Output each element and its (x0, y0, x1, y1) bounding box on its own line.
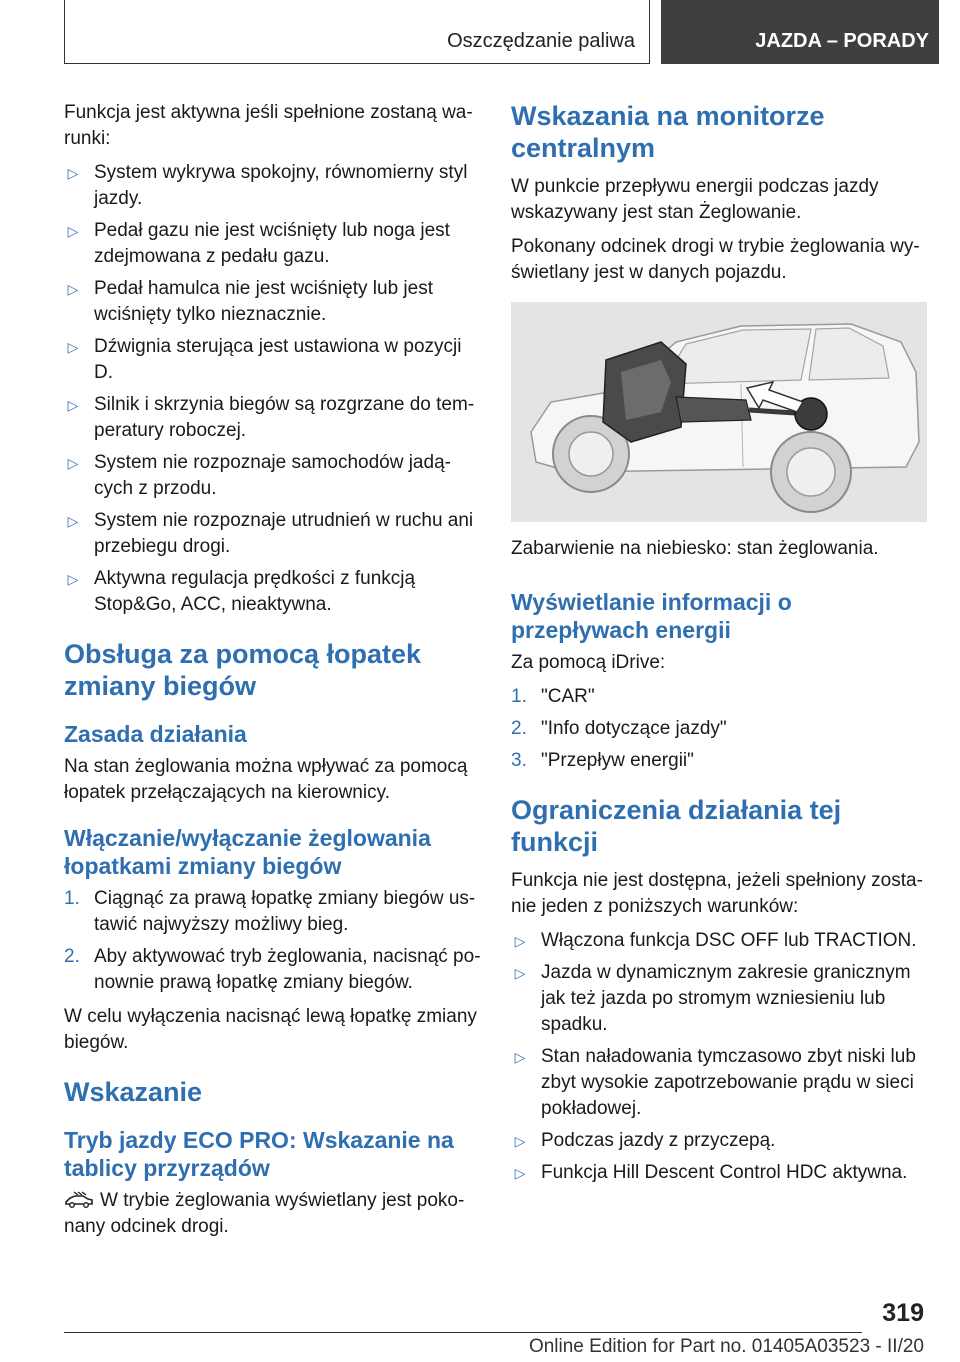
menu-step (511, 716, 929, 742)
page-number: 319 (882, 1299, 924, 1327)
bullet-text: System nie rozpoznaje utrudnień w ruchu ani przebiegu drogi. (94, 510, 474, 557)
bullet-text: Dźwignia sterująca jest ustawiona w pozycji D. (94, 336, 462, 383)
bullet-item (64, 508, 482, 560)
bullet-text: Funkcja Hill Descent Control HDC aktywna. (541, 1162, 908, 1183)
bullet-item (64, 450, 482, 502)
bullet-text: Stan naładowania tymczasowo zbyt niski lub zbyt wysokie zapotrzebowanie prądu w sieci pokładowej. (541, 1046, 916, 1119)
bullet-triangle-icon: ▷ (514, 1165, 526, 1181)
idrive-steps (511, 684, 929, 774)
bullet-triangle-icon: ▷ (514, 1133, 526, 1149)
heading-energy-flow: Wyświetlanie informacji o przepływach energii (511, 589, 792, 643)
step-number: 1. (511, 686, 527, 707)
bullet-triangle-icon: ▷ (514, 1049, 526, 1065)
bullet-triangle-icon: ▷ (67, 397, 79, 413)
bullet-text: Jazda w dynamicznym zakresie granicznym jak też jazda po stromym wzniesieniu lub spadku. (541, 962, 911, 1035)
step-text: Ciągnąć za prawą łopatkę zmiany biegów us-tawić najwyższy możliwy bieg. (94, 888, 476, 935)
eco-text: W trybie żeglowania wyświetlany jest poko-nany odcinek drogi. (64, 1190, 465, 1237)
heading-limits: Ograniczenia działania tej funkcji (511, 795, 842, 857)
heading-onoff: Włączanie/wyłączanie żeglowania łopatkami zmiany biegów (64, 825, 431, 879)
step-number: 2. (64, 946, 80, 967)
heading-paddles: Obsługa za pomocą łopatek zmiany biegów (64, 639, 422, 701)
bullet-triangle-icon: ▷ (67, 223, 79, 239)
step-text: "Przepływ energii" (541, 750, 694, 771)
conditions-intro: Funkcja jest aktywna jeśli spełnione zostaną wa-runki: (64, 102, 473, 149)
bullet-triangle-icon: ▷ (67, 455, 79, 471)
footer-divider (64, 1332, 862, 1333)
eco-text-paragraph (64, 1188, 482, 1240)
step-text: "CAR" (541, 686, 595, 707)
bullet-text: Włączona funkcja DSC OFF lub TRACTION. (541, 930, 917, 951)
bullet-text: System wykrywa spokojny, równomierny styl jazdy. (94, 162, 468, 209)
chapter-tab: JAZDA – PORADY (661, 0, 939, 64)
off-text: W celu wyłączenia nacisnąć lewą łopatkę zmiany biegów. (64, 1006, 477, 1053)
bullet-text: System nie rozpoznaje samochodów jadą-cych z przodu. (94, 452, 451, 499)
right-column (511, 100, 929, 1194)
bullet-triangle-icon: ▷ (514, 965, 526, 981)
step-item (64, 886, 482, 938)
bullet-item (64, 160, 482, 212)
bullet-item (511, 1160, 929, 1186)
bullet-text: Silnik i skrzynia biegów są rozgrzane do tem-peratury roboczej. (94, 394, 475, 441)
heading-central-monitor: Wskazania na monitorze centralnym (511, 101, 825, 163)
central-text-2: Pokonany odcinek drogi w trybie żeglowania wy-świetlany jest w danych pojazdu. (511, 236, 920, 283)
limits-list (511, 928, 929, 1186)
energy-intro: Za pomocą iDrive: (511, 652, 666, 673)
heading-display: Wskazanie (64, 1077, 203, 1107)
bullet-text: Pedał hamulca nie jest wciśnięty lub jest wciśnięty tylko nieznacznie. (94, 278, 434, 325)
bullet-item (64, 276, 482, 328)
vehicle-drivetrain-illustration (511, 302, 927, 522)
step-number: 3. (511, 750, 527, 771)
bullet-item (64, 566, 482, 618)
left-column (64, 100, 482, 1248)
bullet-item (511, 928, 929, 954)
limits-intro: Funkcja nie jest dostępna, jeżeli spełniony zosta-nie jeden z poniższych warunków: (511, 870, 923, 917)
bullet-text: Podczas jazdy z przyczepą. (541, 1130, 776, 1151)
bullet-triangle-icon: ▷ (67, 513, 79, 529)
section-title: Oszczędzanie paliwa (447, 30, 635, 52)
bullet-item (64, 218, 482, 270)
principle-text: Na stan żeglowania można wpływać za pomocą łopatek przełączających na kierownicy. (64, 756, 468, 803)
bullet-triangle-icon: ▷ (67, 339, 79, 355)
sailing-car-icon (64, 1189, 94, 1209)
bullet-item (64, 392, 482, 444)
bullet-triangle-icon: ▷ (67, 571, 79, 587)
step-number: 2. (511, 718, 527, 739)
figure-caption: Zabarwienie na niebiesko: stan żeglowania. (511, 538, 879, 559)
menu-step (511, 684, 929, 710)
bullet-item (64, 334, 482, 386)
step-number: 1. (64, 888, 80, 909)
bullet-item (511, 960, 929, 1038)
menu-step (511, 748, 929, 774)
step-text: "Info dotyczące jazdy" (541, 718, 727, 739)
central-text-1: W punkcie przepływu energii podczas jazdy wskazywany jest stan Żeglowanie. (511, 176, 879, 223)
heading-eco-pro: Tryb jazdy ECO PRO: Wskazanie na tablicy przyrządów (64, 1127, 454, 1181)
bullet-triangle-icon: ▷ (67, 281, 79, 297)
edition-info: Online Edition for Part no. 01405A03523 - II/20 (528, 1336, 924, 1357)
bullet-item (511, 1128, 929, 1154)
heading-principle: Zasada działania (64, 721, 247, 747)
step-item (64, 944, 482, 996)
bullet-triangle-icon: ▷ (514, 933, 526, 949)
step-text: Aby aktywować tryb żeglowania, nacisnąć po-nownie prawą łopatkę zmiany biegów. (94, 946, 481, 993)
bullet-text: Pedał gazu nie jest wciśnięty lub noga jest zdejmowana z pedału gazu. (94, 220, 450, 267)
bullet-triangle-icon: ▷ (67, 165, 79, 181)
bullet-text: Aktywna regulacja prędkości z funkcją Stop&Go, ACC, nieaktywna. (94, 568, 416, 615)
header-frame (64, 0, 650, 64)
bullet-item (511, 1044, 929, 1122)
onoff-steps (64, 886, 482, 996)
conditions-list (64, 160, 482, 618)
